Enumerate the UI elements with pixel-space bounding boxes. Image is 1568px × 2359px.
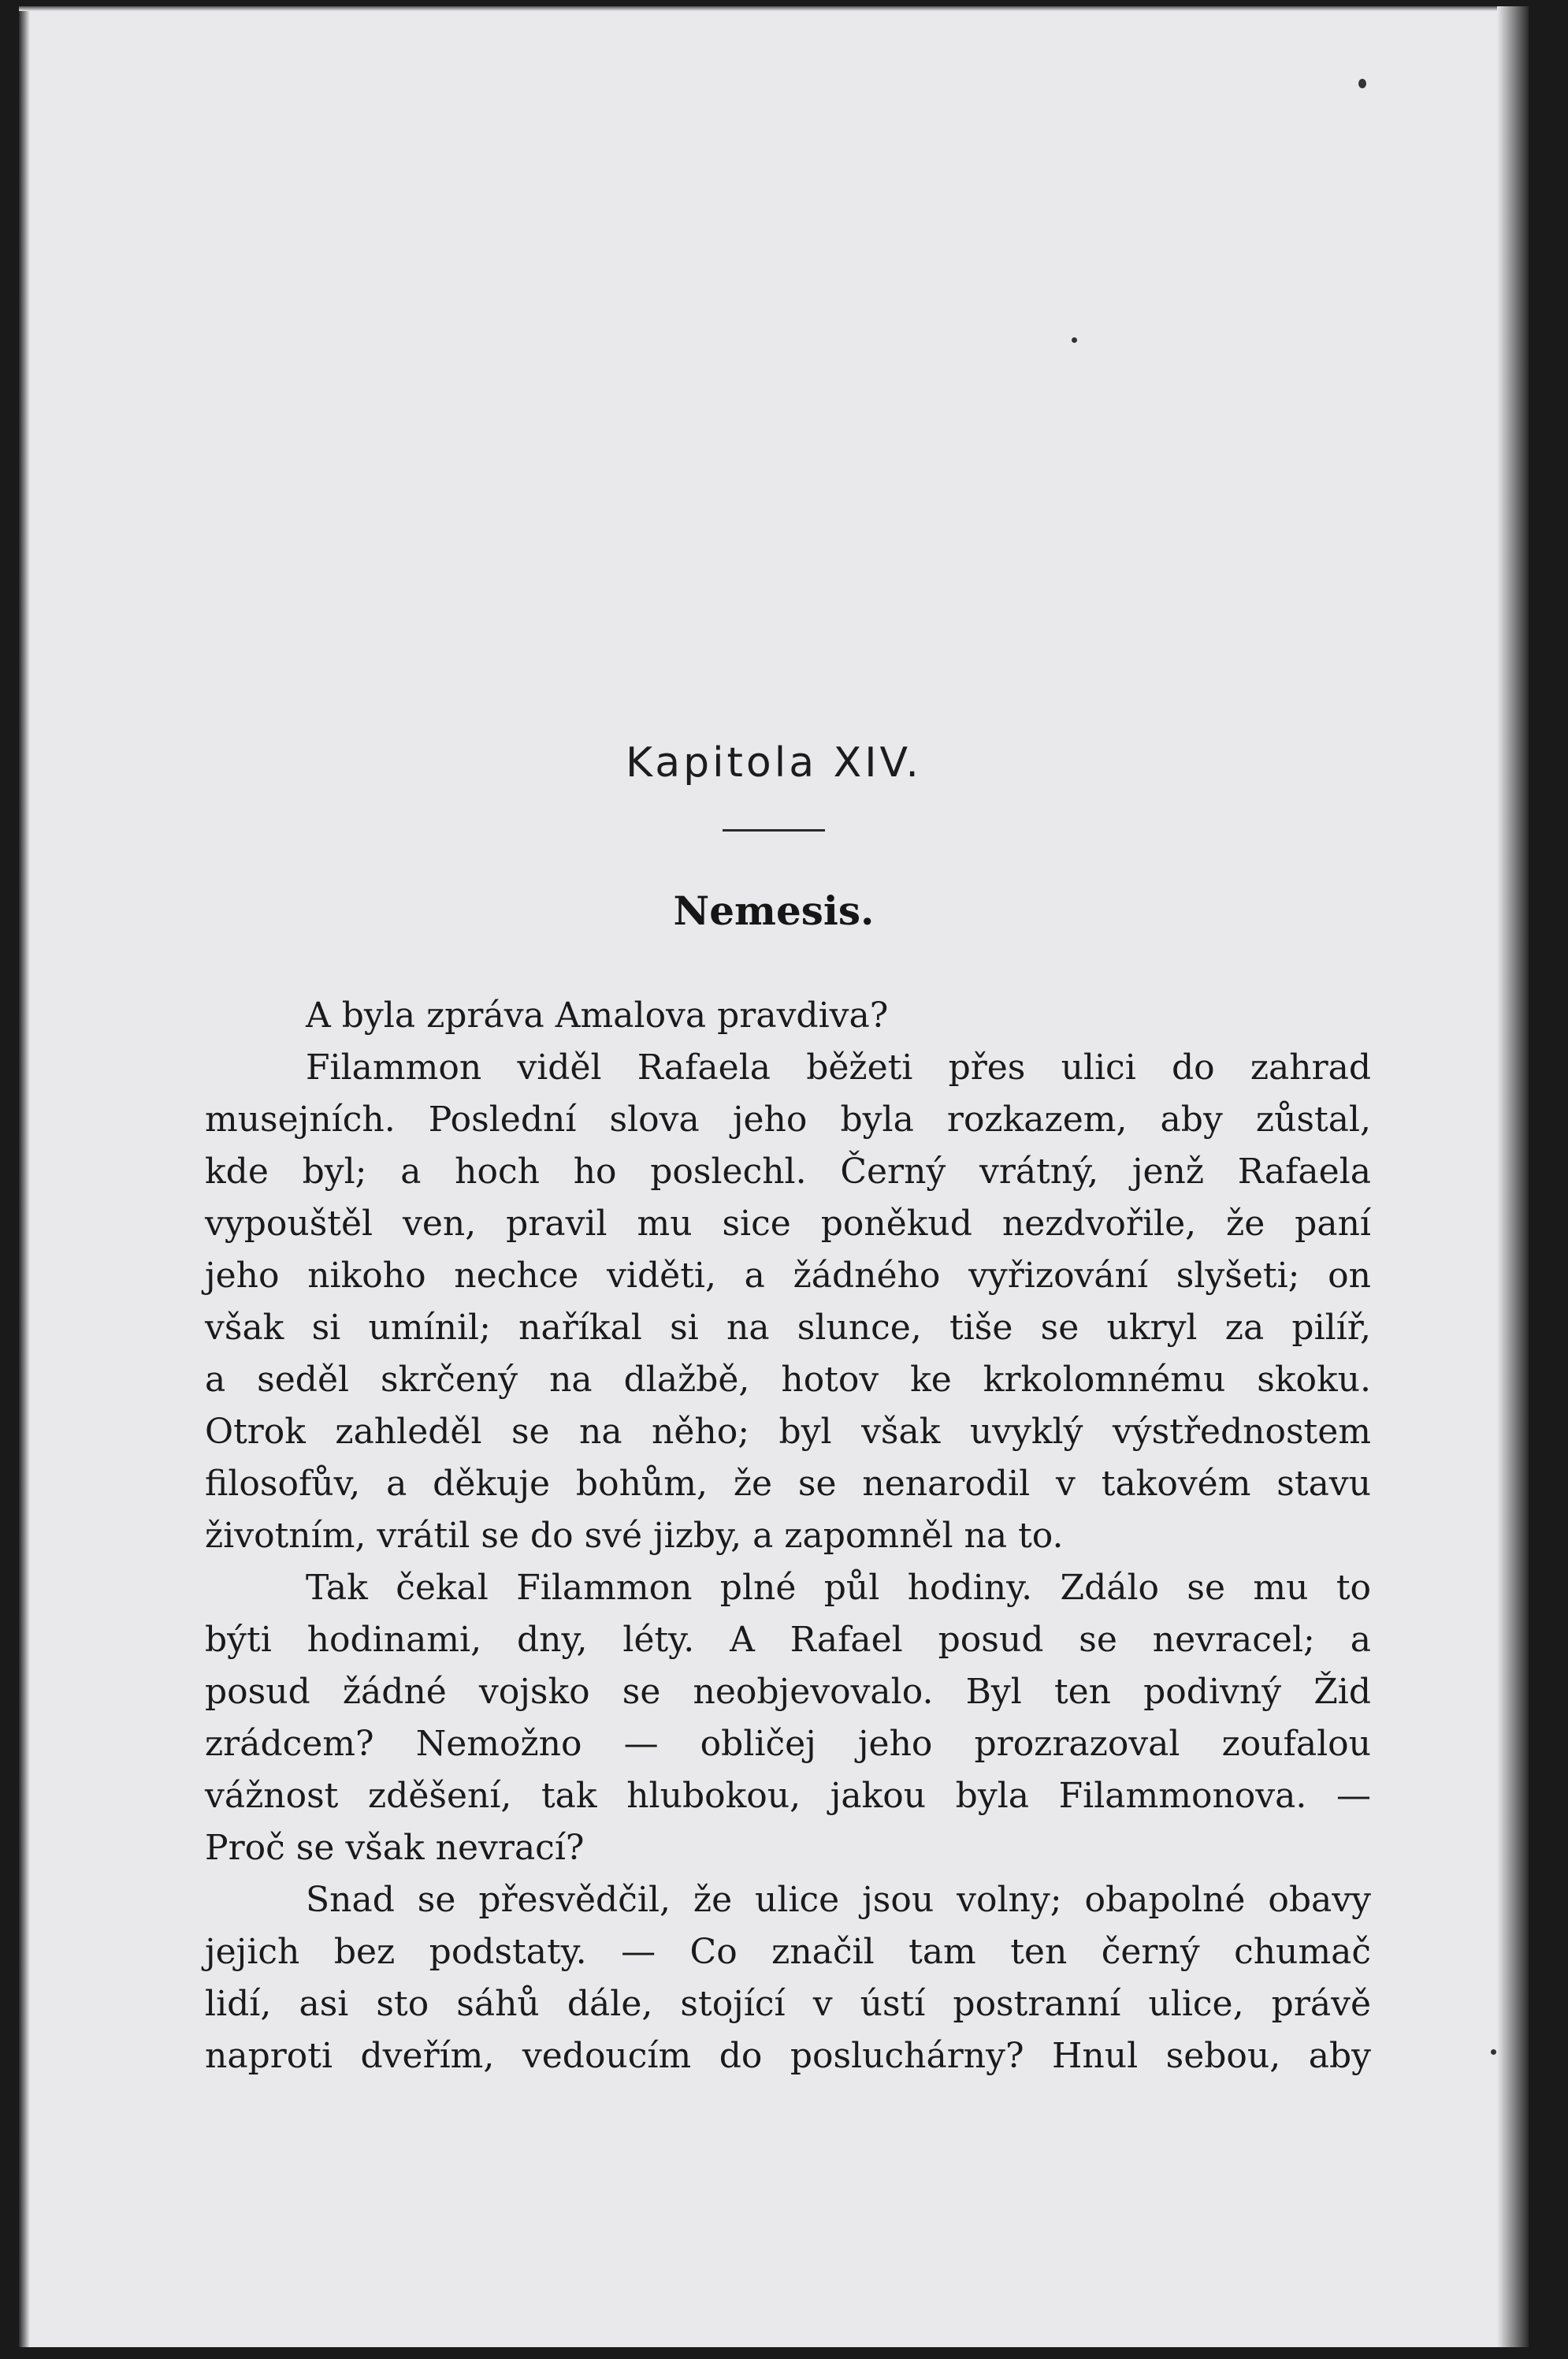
text-line: kde byl; a hoch ho poslechl. Černý vrátný, jenž Rafaela: [205, 1152, 1371, 1192]
body-text: [205, 990, 1371, 2082]
chapter-title: Nemesis.: [673, 887, 875, 934]
text-line: Tak čekal Filammon plné půl hodiny. Zdálo se mu to: [306, 1568, 1371, 1608]
heading-rule: [723, 829, 825, 832]
text-line: naproti dveřím, vedoucím do posluchárny? Hnul sebou, aby: [205, 2036, 1371, 2076]
text-line: a seděl skrčený na dlažbě, hotov ke krkolomnému skoku.: [205, 1360, 1371, 1400]
text-line: Snad se přesvědčil, že ulice jsou volny; obapolné obavy: [306, 1880, 1371, 1920]
text-line: životním, vrátil se do své jizby, a zapomněl na to.: [205, 1516, 1064, 1556]
text-line: lidí, asi sto sáhů dále, stojící v ústí postranní ulice, právě: [205, 1984, 1371, 2024]
page-top-edge: [19, 6, 1529, 11]
book-page: [19, 6, 1529, 2347]
page-spine-shadow: [19, 6, 30, 2347]
text-line: filosofův, a děkuje bohům, že se nenarodil v takovém stavu: [205, 1464, 1371, 1504]
chapter-heading: Kapitola XIV.: [626, 739, 922, 787]
text-line: však si umínil; naříkal si na slunce, tiše se ukryl za pilíř,: [205, 1308, 1371, 1348]
ink-speck: [1491, 2049, 1496, 2055]
text-line: Otrok zahleděl se na něho; byl však uvyklý výstřednostem: [205, 1412, 1371, 1452]
text-line: Proč se však nevrací?: [205, 1828, 585, 1868]
text-line: zrádcem? Nemožno — obličej jeho prozrazoval zoufalou: [205, 1724, 1371, 1764]
text-line: vypouštěl ven, pravil mu sice poněkud nezdvořile, že paní: [205, 1204, 1371, 1244]
ink-speck: [1358, 79, 1366, 88]
text-line: býti hodinami, dny, léty. A Rafael posud se nevracel; a: [205, 1620, 1371, 1660]
text-line: vážnost zděšení, tak hlubokou, jakou byla Filammonova. —: [205, 1776, 1371, 1816]
page-right-shadow: [1497, 6, 1529, 2347]
text-line: jejich bez podstaty. — Co značil tam ten černý chumač: [205, 1932, 1371, 1972]
ink-speck: [1072, 337, 1077, 343]
text-line: musejních. Poslední slova jeho byla rozkazem, aby zůstal,: [205, 1100, 1371, 1140]
text-line: Filammon viděl Rafaela běžeti přes ulici do zahrad: [306, 1047, 1371, 1088]
text-line: jeho nikoho nechce viděti, a žádného vyřizování slyšeti; on: [205, 1256, 1371, 1296]
text-line: posud žádné vojsko se neobjevovalo. Byl ten podivný Žid: [205, 1672, 1371, 1712]
text-line: A byla zpráva Amalova pravdiva?: [306, 995, 889, 1036]
